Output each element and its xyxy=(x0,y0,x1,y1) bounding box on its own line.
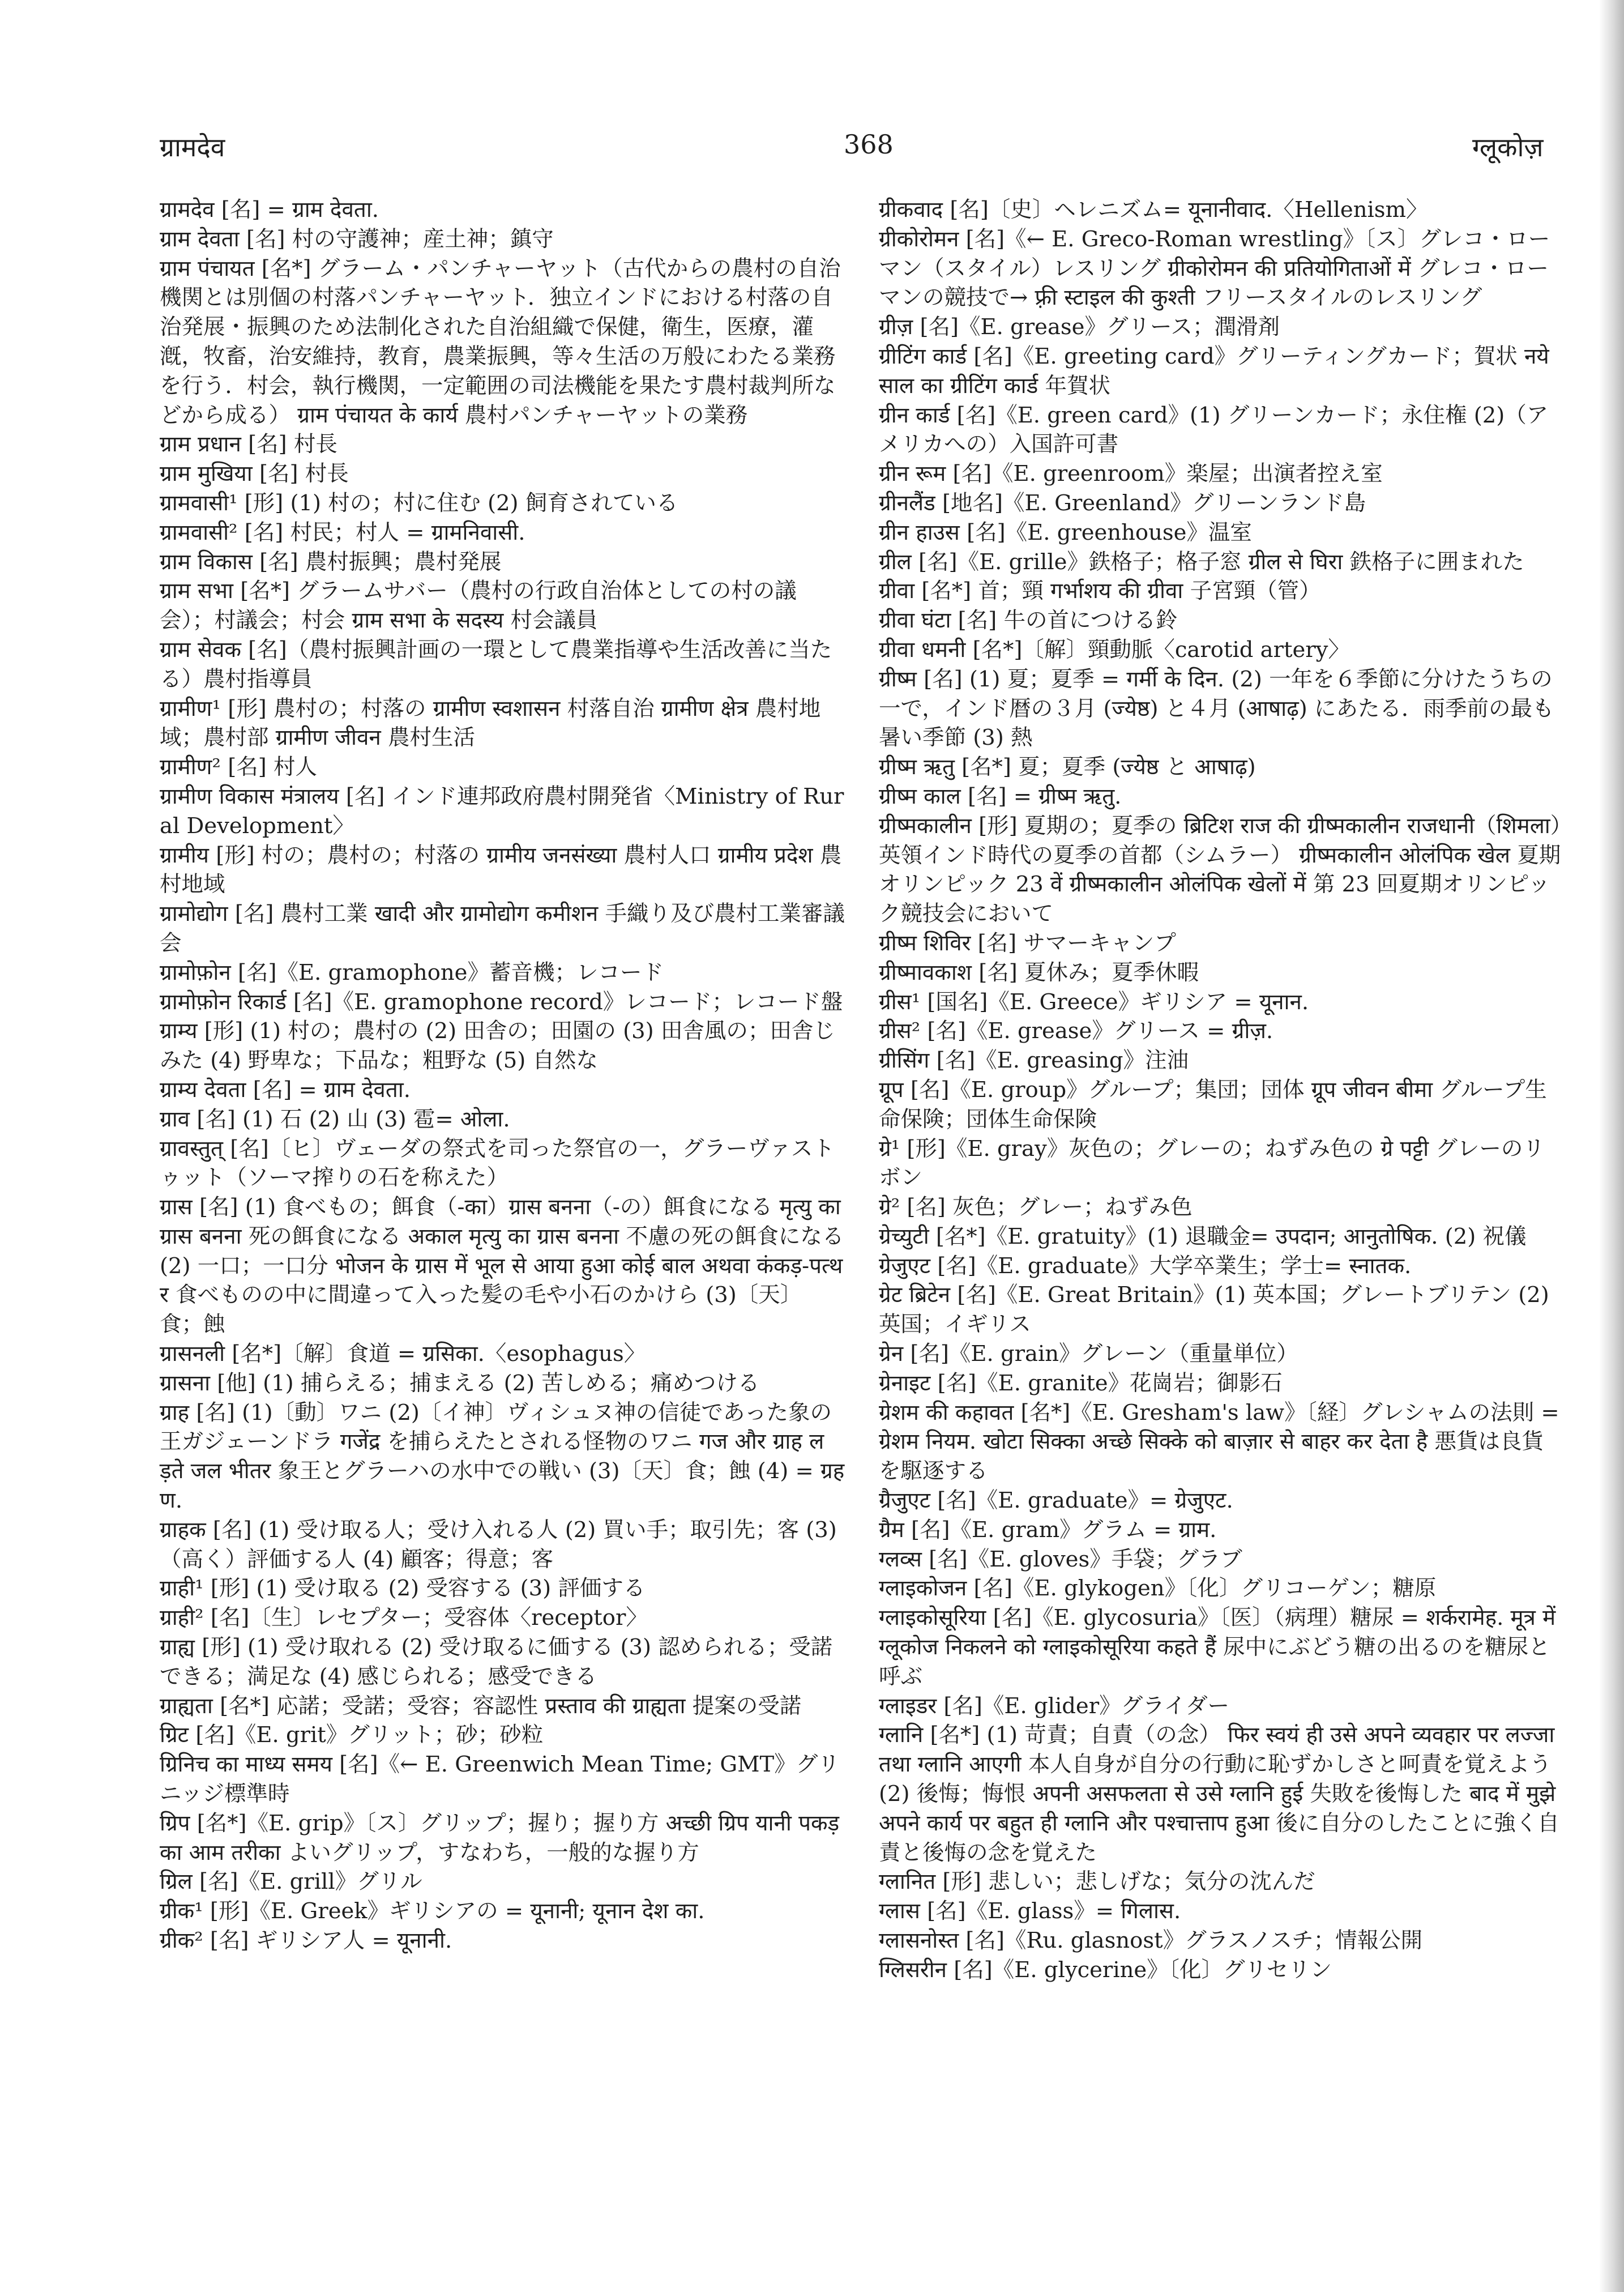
dictionary-entry: ग्रीज़ [名]《E. grease》グリース；潤滑剤 xyxy=(879,314,1280,340)
dictionary-entry: ग्राम पंचायत [名*] グラーム・パンチャーヤット（古代からの農村の自治機関とは別個の村落パンチャーヤット．独立インドにおける村落の自治発展・振興のため法制化された自治組織で保健，衛生，医療，灌漑，牧畜，治安維持，教育，農業振興，等々生活の万般にわたる業務を行う．村会，執行機関，一定範囲の司法機能を果たす農村裁判所などから成る） ग्राम पंचायत के कार्य 農村パンチャーヤットの業務 xyxy=(160,255,841,428)
page-edge-shadow xyxy=(1599,0,1624,2292)
dictionary-entry: ग्रिट [名]《E. grit》グリット；砂；砂粒 xyxy=(160,1722,544,1748)
dictionary-entry: ग्रिप [名*]《E. grip》〔ス〕グリップ；握り；握り方 अच्छी ग्रिप यानी पकड़ का आम तरीका よいグリップ，すなわち，一般的な握り方 xyxy=(160,1810,840,1866)
dictionary-entry: ग्रास [名] (1) 食べもの；餌食（-का）ग्रास बनना（-の）餌食になる मृत्यु का ग्रास बनना 死の餌食になる अकाल मृत्यु का ग्रास बनना 不慮の死の餌食になる (2) 一口；一口分 भोजन के ग्रास में भूल से आया हुआ कोई बाल अथवा कंकड़-पत्थर 食べものの中に間違って入った髪の毛や小石のかけら (3)〔天〕食；蝕 xyxy=(160,1194,844,1338)
dictionary-entry: ग्रीन हाउस [名]《E. greenhouse》温室 xyxy=(879,519,1252,545)
dictionary-entry: ग्लाइकोसूरिया [名]《E. glycosuria》〔医〕（病理）糖尿 = शर्करामेह. मूत्र में ग्लूकोज निकलने को ग्लाइकोसूरिया कहते हैं 尿中にぶどう糖の出るのを糖尿と呼ぶ xyxy=(879,1605,1556,1689)
dictionary-entry: ग्लासनोस्त [名]《Ru. glasnost》グラスノスチ；情報公開 xyxy=(879,1928,1423,1954)
dictionary-entry: ग्राम देवता [名] 村の守護神；産土神；鎮守 xyxy=(160,226,554,252)
dictionary-entry: ग्रीवा घंटा [名] 牛の首につける鈴 xyxy=(879,608,1178,634)
dictionary-entry: ग्रीष्मकालीन [形] 夏期の；夏季の ब्रिटिश राज की ग्रीष्मकालीन राजधानी（शिमला）英領インド時代の夏季の首都（シムラー） ग्रीष्मकालीन ओलंपिक खेल 夏期オリンピック 23 वें ग्रीष्मकालीन ओलंपिक खेलों में 第 23 回夏期オリンピック競技会において xyxy=(879,813,1562,927)
dictionary-entry: ग्राही¹ [形] (1) 受け取る (2) 受容する (3) 評価する xyxy=(160,1576,646,1602)
dictionary-entry: ग्राम विकास [名] 農村振興；農村発展 xyxy=(160,549,502,575)
dictionary-entry: ग्रैम [名]《E. gram》グラム = ग्राम. xyxy=(879,1517,1217,1543)
dictionary-entry: ग्रामदेव [名] = ग्राम देवता. xyxy=(160,197,379,223)
dictionary-entry: ग्रीष्म काल [名] = ग्रीष्म ऋतु. xyxy=(879,783,1122,809)
dictionary-entry: ग्रैजुएट [名]《E. graduate》= ग्रेजुएट. xyxy=(879,1488,1233,1514)
dictionary-entry: ग्रीष्म शिविर [名] サマーキャンプ xyxy=(879,930,1176,956)
dictionary-entry: ग्रीष्मावकाश [名] 夏休み；夏季休暇 xyxy=(879,959,1199,985)
dictionary-entry: ग्रेशम की कहावत [名*]《E. Gresham's law》〔経〕グレシャムの法則 = ग्रेशम नियम. खोटा सिक्का अच्छे सिक्के को बाज़ार से बाहर कर देता है 悪貨は良貨を駆逐する xyxy=(879,1399,1559,1484)
dictionary-entry: ग्रीस¹ [国名]《E. Greece》ギリシア = यूनान. xyxy=(879,989,1309,1015)
dictionary-entry: ग्लाइकोजन [名]《E. glykogen》〔化〕グリコーゲン；糖原 xyxy=(879,1576,1437,1602)
dictionary-entry: ग्रीकोरोमन [名]《← E. Greco-Roman wrestling》〔ス〕グレコ・ローマン（スタイル）レスリング ग्रीकोरोमन की प्रतियोगिताओं में グレコ・ローマンの競技で→ फ़्री स्टाइल की कुश्ती フリースタイルのレスリング xyxy=(879,226,1550,311)
dictionary-entry: ग्रेजुएट [名]《E. graduate》大学卒業生；学士= स्नातक. xyxy=(879,1253,1412,1279)
dictionary-entry: ग्रीष्म ऋतु [名*] 夏；夏季 (ज्येष्ठ と आषाढ़) xyxy=(879,754,1256,780)
dictionary-entry: ग्रेच्युटी [名*]《E. gratuity》(1) 退職金= उपदान; आनुतोषिक. (2) 祝儀 xyxy=(879,1223,1527,1249)
dictionary-entry: ग्रिनिच का माध्य समय [名]《← E. Greenwich Mean Time; GMT》グリニッジ標準時 xyxy=(160,1752,840,1807)
dictionary-entry: ग्लानित [形] 悲しい；悲しげな；気分の沈んだ xyxy=(879,1869,1315,1895)
left-column xyxy=(160,195,845,1956)
dictionary-entry: ग्रासना [他] (1) 捕らえる；捕まえる (2) 苦しめる；痛めつける xyxy=(160,1370,760,1396)
dictionary-entry: ग्रामीय [形] 村の；農村の；村落の ग्रामीय जनसंख्या 農村人口 ग्रामीय प्रदेश 農村地域 xyxy=(160,842,842,898)
dictionary-entry: ग्रीनलैंड [地名]《E. Greenland》グリーンランド島 xyxy=(879,490,1366,516)
dictionary-entry: ग्राम्य [形] (1) 村の；農村の (2) 田舎の；田園の (3) 田舎風の；田舎じみた (4) 野卑な；下品な；粗野な (5) 自然な xyxy=(160,1018,835,1074)
dictionary-entry: ग्रीन रूम [名]《E. greenroom》楽屋；出演者控え室 xyxy=(879,461,1383,487)
dictionary-entry: ग्रीवा [名*] 首；頸 गर्भाशय की ग्रीवा 子宮頸（管） xyxy=(879,578,1321,604)
dictionary-entry: ग्रील [名]《E. grille》鉄格子；格子窓 ग्रील से घिरा 鉄格子に囲まれた xyxy=(879,549,1524,575)
dictionary-entry: ग्राह्यता [名*] 応諾；受諾；受容；容認性 प्रस्ताव की ग्राह्यता 提案の受諾 xyxy=(160,1693,802,1719)
right-column xyxy=(879,195,1564,1985)
dictionary-entry: ग्लास [名]《E. glass》= गिलास. xyxy=(879,1898,1181,1924)
dictionary-entry: ग्रीष्म [名] (1) 夏；夏季 = गर्मी के दिन. (2) 一年を６季節に分けたうちの一で，インド暦の３月 (ज्येष्ठ) と４月 (आषाढ़) にあたる．雨季前の最も暑い季節 (3) 熱 xyxy=(879,666,1554,751)
dictionary-entry: ग्राहक [名] (1) 受け取る人；受け入れる人 (2) 買い手；取引先；客 (3)（高く）評価する人 (4) 顧客；得意；客 xyxy=(160,1517,837,1572)
dictionary-entry: ग्रीसिंग [名]《E. greasing》注油 xyxy=(879,1048,1189,1074)
dictionary-entry: ग्रामीण¹ [形] 農村の；村落の ग्रामीण स्वशासन 村落自治 ग्रामीण क्षेत्र 農村地域；農村部 ग्रामीण जीवन 農村生活 xyxy=(160,695,821,751)
dictionary-entry: ग्रीवा धमनी [名*]〔解〕頸動脈〈carotid artery〉 xyxy=(879,637,1350,663)
dictionary-entry: ग्लिसरीन [名]《E. glycerine》〔化〕グリセリン xyxy=(879,1957,1332,1983)
dictionary-entry: ग्राम सेवक [名]（農村振興計画の一環として農業指導や生活改善に当たる）農村指導員 xyxy=(160,637,832,692)
dictionary-entry: ग्रे² [名] 灰色；グレー；ねずみ色 xyxy=(879,1194,1193,1220)
dictionary-entry: ग्रीटिंग कार्ड [名]《E. greeting card》グリーティングカード；賀状 नये साल का ग्रीटिंग कार्ड 年賀状 xyxy=(879,343,1549,399)
dictionary-entry: ग्रेट ब्रिटेन [名]《E. Great Britain》(1) 英本国；グレートブリテン (2) 英国；イギリス xyxy=(879,1282,1549,1338)
dictionary-entry: ग्रीस² [名]《E. grease》グリース = ग्रीज़. xyxy=(879,1018,1273,1044)
dictionary-entry: ग्राही² [名]〔生〕レセプター；受容体〈receptor〉 xyxy=(160,1605,648,1631)
dictionary-entry: ग्राम सभा [名*] グラームサバー（農村の行政自治体としての村の議会）；村議会；村会 ग्राम सभा के सदस्य 村会議員 xyxy=(160,578,797,634)
dictionary-entry: ग्रेन [名]《E. grain》グレーン（重量単位） xyxy=(879,1341,1298,1367)
dictionary-entry: ग्रामवासी¹ [形] (1) 村の；村に住む (2) 飼育されている xyxy=(160,490,678,516)
dictionary-entry: ग्लव्स [名]《E. gloves》手袋；グラブ xyxy=(879,1546,1242,1572)
dictionary-entry: ग्रिल [名]《E. grill》グリル xyxy=(160,1869,422,1895)
dictionary-entry: ग्राह [名] (1)〔動〕ワニ (2)〔イ神〕ヴィシュヌ神の信徒であった象の王ガジェーンドラ गजेंद्र を捕らえたとされる怪物のワニ गज और ग्राह लड़ते जल भीतर 象王とグラーハの水中での戦い (3)〔天〕食；蝕 (4) = ग्रहण. xyxy=(160,1399,845,1514)
dictionary-entry: ग्राम मुखिया [名] 村長 xyxy=(160,461,349,487)
dictionary-entry: ग्राह्य [形] (1) 受け取れる (2) 受け取るに価する (3) 認められる；受諾できる；満足な (4) 感じられる；感受できる xyxy=(160,1634,833,1689)
dictionary-entry: ग्रूप [名]《E. group》グループ；集団；団体 ग्रूप जीवन बीमा グループ生命保険；団体生命保険 xyxy=(879,1077,1547,1132)
dictionary-entry: ग्रीन कार्ड [名]《E. green card》(1) グリーンカード；永住権 (2)（アメリカへの）入国許可書 xyxy=(879,402,1549,458)
dictionary-entry: ग्रे¹ [形]《E. gray》灰色の；グレーの；ねずみ色の ग्रे पट्टी グレーのリボン xyxy=(879,1136,1545,1191)
dictionary-entry: ग्रामोफ़ोन रिकार्ड [名]《E. gramophone record》レコード；レコード盤 xyxy=(160,989,843,1015)
dictionary-entry: ग्रासनली [名*]〔解〕食道 = ग्रसिका.〈esophagus〉 xyxy=(160,1341,646,1367)
dictionary-entry: ग्राव [名] (1) 石 (2) 山 (3) 雹= ओला. xyxy=(160,1106,510,1132)
dictionary-entry: ग्रीक¹ [形]《E. Greek》ギリシアの = यूनानी; यूनान देश का. xyxy=(160,1898,705,1924)
dictionary-entry: ग्रेनाइट [名]《E. granite》花崗岩；御影石 xyxy=(879,1370,1283,1396)
dictionary-entry: ग्रीक² [名] ギリシア人 = यूनानी. xyxy=(160,1928,452,1954)
dictionary-entry: ग्रामोफ़ोन [名]《E. gramophone》蓄音機；レコード xyxy=(160,959,664,985)
running-head-right: ग्लूकोज़ xyxy=(1472,132,1544,163)
dictionary-entry: ग्रामवासी² [名] 村民；村人 = ग्रामनिवासी. xyxy=(160,519,525,545)
dictionary-entry: ग्लाइडर [名]《E. glider》グライダー xyxy=(879,1693,1229,1719)
page-number: 368 xyxy=(844,129,894,160)
dictionary-entry: ग्रावस्तुत् [名]〔ヒ〕ヴェーダの祭式を司った祭官の一，グラーヴァストゥット（ソーマ搾りの石を称えた） xyxy=(160,1136,835,1191)
running-head-left: ग्रामदेव xyxy=(160,132,225,163)
dictionary-entry: ग्लानि [名*] (1) 苛責；自責（の念） फिर स्वयं ही उसे अपने व्यवहार पर लज्जा तथा ग्लानि आएगी 本人自身が自分の行動に恥ずかしさと呵責を覚えよう (2) 後悔；悔恨 अपनी असफलता से उसे ग्लानि हुई 失敗を後悔した बाद में मुझे अपने कार्य पर बहुत ही ग्लानि और पश्चात्ताप हुआ 後に自分のしたことに強く自責と後悔の念を覚えた xyxy=(879,1722,1559,1866)
dictionary-entry: ग्रीकवाद [名]〔史〕ヘレニズム= यूनानीवाद.〈Hellenism〉 xyxy=(879,197,1428,223)
dictionary-entry: ग्राम्य देवता [名] = ग्राम देवता. xyxy=(160,1077,411,1103)
dictionary-entry: ग्रामोद्योग [名] 農村工業 खादी और ग्रामोद्योग कमीशन 手織り及び農村工業審議会 xyxy=(160,901,845,956)
dictionary-entry: ग्रामीण विकास मंत्रालय [名] インド連邦政府農村開発省〈Ministry of Rural Development〉 xyxy=(160,783,844,839)
dictionary-entry: ग्राम प्रधान [名] 村長 xyxy=(160,432,337,458)
dictionary-entry: ग्रामीण² [名] 村人 xyxy=(160,754,317,780)
